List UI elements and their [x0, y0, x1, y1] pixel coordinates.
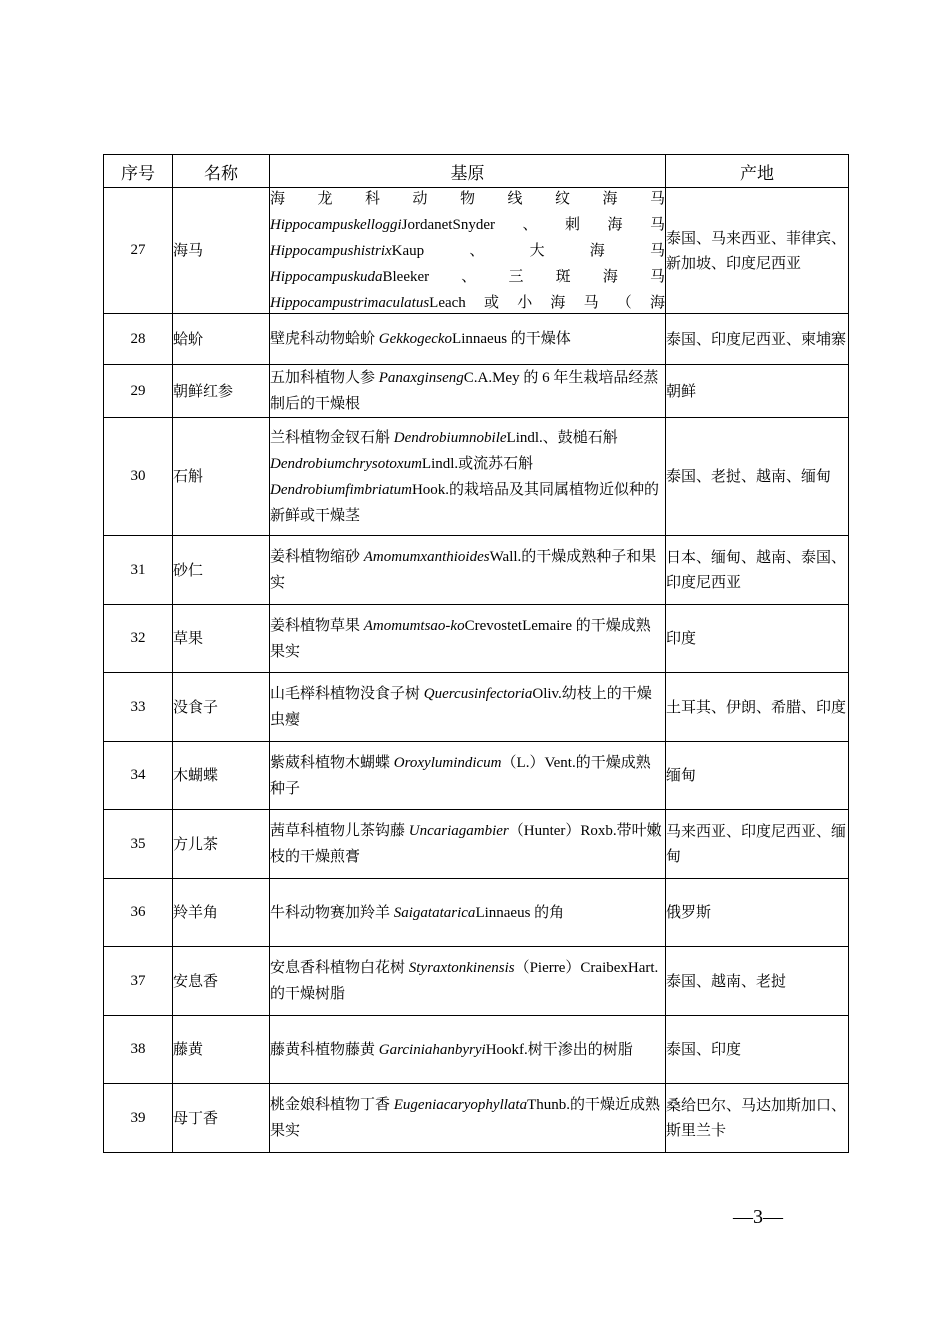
header-origin: 产地	[666, 155, 849, 188]
herb-name: 方儿茶	[173, 810, 270, 879]
herb-name: 母丁香	[173, 1084, 270, 1153]
herb-basis	[270, 536, 666, 605]
latin-name: Garciniahanbyryi	[378, 1041, 486, 1058]
basis-text: Wall.的干燥成熟种子和果实	[270, 549, 657, 591]
page-number: —3—	[733, 1206, 783, 1228]
herb-basis	[270, 742, 666, 810]
latin-name: Hippocampustrimaculatus	[270, 294, 430, 311]
herb-basis	[270, 947, 666, 1016]
table-row	[104, 742, 849, 810]
basis-text: Linnaeus 的角	[475, 904, 565, 921]
row-number: 36	[104, 879, 173, 947]
table-row	[104, 879, 849, 947]
latin-name: Styraxtonkinensis	[408, 960, 515, 976]
basis-text: Leach或小海马（海	[429, 294, 665, 311]
basis-line	[270, 212, 665, 238]
table-row	[104, 947, 849, 1016]
herb-name: 草果	[173, 605, 270, 673]
basis-text: 海龙科动物线纹海马	[270, 190, 665, 207]
basis-text: Kaup、大海马	[391, 242, 665, 259]
table-row	[104, 418, 849, 536]
basis-text: Hookf.树干渗出的树脂	[485, 1041, 633, 1058]
latin-name: Saigatatarica	[393, 904, 476, 921]
herb-name: 砂仁	[173, 536, 270, 605]
latin-name: Quercusinfectoria	[423, 686, 533, 702]
row-number: 29	[104, 365, 173, 418]
row-number: 34	[104, 742, 173, 810]
table-row	[104, 536, 849, 605]
basis-text: 牛科动物赛加羚羊	[270, 904, 394, 921]
header-row	[104, 155, 849, 188]
herb-origin: 俄罗斯	[666, 879, 849, 947]
table-row	[104, 1016, 849, 1084]
row-number: 32	[104, 605, 173, 673]
basis-text: 壁虎科动物蛤蚧	[270, 331, 379, 347]
basis-text: Thunb.的干燥近成熟果实	[270, 1097, 660, 1139]
basis-line	[270, 188, 665, 212]
latin-name: Oroxylumindicum	[393, 754, 502, 771]
herb-name: 木蝴蝶	[173, 742, 270, 810]
basis-text: （Hunter）Roxb.带叶嫩枝的干燥煎膏	[270, 823, 662, 865]
table-row	[104, 314, 849, 365]
basis-text: 五加科植物人参	[270, 370, 379, 386]
basis-line	[270, 238, 665, 264]
herb-origin: 泰国、越南、老挝	[666, 947, 849, 1016]
herb-basis	[270, 1084, 666, 1153]
herb-basis	[270, 1016, 666, 1084]
table-row	[104, 365, 849, 418]
herb-basis	[270, 673, 666, 742]
row-number: 39	[104, 1084, 173, 1153]
herb-name: 安息香	[173, 947, 270, 1016]
row-number: 31	[104, 536, 173, 605]
table-row	[104, 673, 849, 742]
table-row	[104, 188, 849, 314]
basis-text: 桃金娘科植物丁香	[270, 1097, 394, 1113]
basis-text: （L.）Vent.的干燥成熟种子	[270, 754, 651, 797]
latin-name: Hippocampuskuda	[270, 268, 383, 285]
herb-name: 海马	[173, 188, 270, 314]
basis-text: CrevostetLemaire 的干燥成熟果实	[270, 617, 651, 660]
latin-name: Dendrobiumnobile	[393, 429, 507, 446]
latin-name: Panaxginseng	[378, 370, 464, 386]
latin-name: Hippocampushistrix	[270, 242, 392, 259]
herb-basis	[270, 314, 666, 365]
basis-text: （Pierre）CraibexHart.的干燥树脂	[270, 960, 659, 1002]
herb-origin: 泰国、老挝、越南、缅甸	[666, 418, 849, 536]
basis-text: Linnaeus 的干燥体	[452, 331, 571, 347]
herb-origin-table	[103, 154, 849, 1153]
row-number: 27	[104, 188, 173, 314]
herb-name: 蛤蚧	[173, 314, 270, 365]
herb-name: 羚羊角	[173, 879, 270, 947]
basis-text: 茜草科植物儿茶钩藤	[270, 823, 409, 839]
herb-basis	[270, 810, 666, 879]
herb-origin: 朝鲜	[666, 365, 849, 418]
table-body	[104, 188, 849, 1153]
basis-text: Lindl.或流苏石斛	[421, 455, 534, 472]
herb-origin: 泰国、马来西亚、菲律宾、新加坡、印度尼西亚	[666, 188, 849, 314]
latin-name: Dendrobiumchrysotoxum	[270, 455, 422, 472]
basis-text: 兰科植物金钗石斛	[270, 429, 394, 446]
herb-basis	[270, 365, 666, 418]
herb-origin: 马来西亚、印度尼西亚、缅甸	[666, 810, 849, 879]
basis-text: 紫葳科植物木蝴蝶	[270, 754, 394, 771]
herb-origin: 泰国、印度尼西亚、柬埔寨	[666, 314, 849, 365]
header-basis: 基原	[270, 155, 666, 188]
basis-line	[270, 290, 665, 314]
basis-text: C.A.Mey 的 6 年生栽培品经蒸制后的干燥根	[270, 370, 659, 412]
latin-name: Amomumtsao-ko	[363, 617, 465, 634]
herb-origin: 泰国、印度	[666, 1016, 849, 1084]
latin-name: Hippocampuskelloggi	[270, 216, 402, 233]
row-number: 37	[104, 947, 173, 1016]
basis-text: JordanetSnyder、刺海马	[401, 216, 665, 233]
latin-name: Gekkogecko	[378, 331, 453, 347]
herb-basis	[270, 188, 666, 314]
basis-text: Hook.的栽培品及其同属植物近似种的新鲜或干燥茎	[270, 481, 660, 524]
latin-name: Uncariagambier	[408, 823, 509, 839]
basis-text: 姜科植物缩砂	[270, 549, 364, 565]
herb-origin: 桑给巴尔、马达加斯加口、斯里兰卡	[666, 1084, 849, 1153]
herb-name: 朝鲜红参	[173, 365, 270, 418]
herb-basis	[270, 418, 666, 536]
herb-name: 藤黄	[173, 1016, 270, 1084]
table-row	[104, 810, 849, 879]
row-number: 33	[104, 673, 173, 742]
basis-text: 安息香科植物白花树	[270, 960, 409, 976]
row-number: 30	[104, 418, 173, 536]
latin-name: Amomumxanthioides	[363, 549, 490, 565]
herb-origin: 日本、缅甸、越南、泰国、印度尼西亚	[666, 536, 849, 605]
herb-origin: 印度	[666, 605, 849, 673]
header-name: 名称	[173, 155, 270, 188]
herb-basis	[270, 879, 666, 947]
herb-name: 石斛	[173, 418, 270, 536]
basis-text: Lindl.、鼓槌石斛	[506, 429, 618, 446]
herb-origin: 缅甸	[666, 742, 849, 810]
basis-text: Oliv.幼枝上的干燥虫瘿	[270, 686, 652, 728]
latin-name: Eugeniacaryophyllata	[393, 1097, 528, 1113]
basis-text: 姜科植物草果	[270, 617, 364, 634]
herb-origin: 土耳其、伊朗、希腊、印度	[666, 673, 849, 742]
herb-basis	[270, 605, 666, 673]
basis-line	[270, 264, 665, 290]
table-row	[104, 605, 849, 673]
header-no: 序号	[104, 155, 173, 188]
row-number: 38	[104, 1016, 173, 1084]
latin-name: Dendrobiumfimbriatum	[270, 481, 412, 498]
table-row	[104, 1084, 849, 1153]
basis-text: Bleeker、三斑海马	[382, 268, 665, 285]
basis-text: 藤黄科植物藤黄	[270, 1041, 379, 1058]
basis-text: 山毛榉科植物没食子树	[270, 686, 424, 702]
herb-name: 没食子	[173, 673, 270, 742]
row-number: 28	[104, 314, 173, 365]
row-number: 35	[104, 810, 173, 879]
